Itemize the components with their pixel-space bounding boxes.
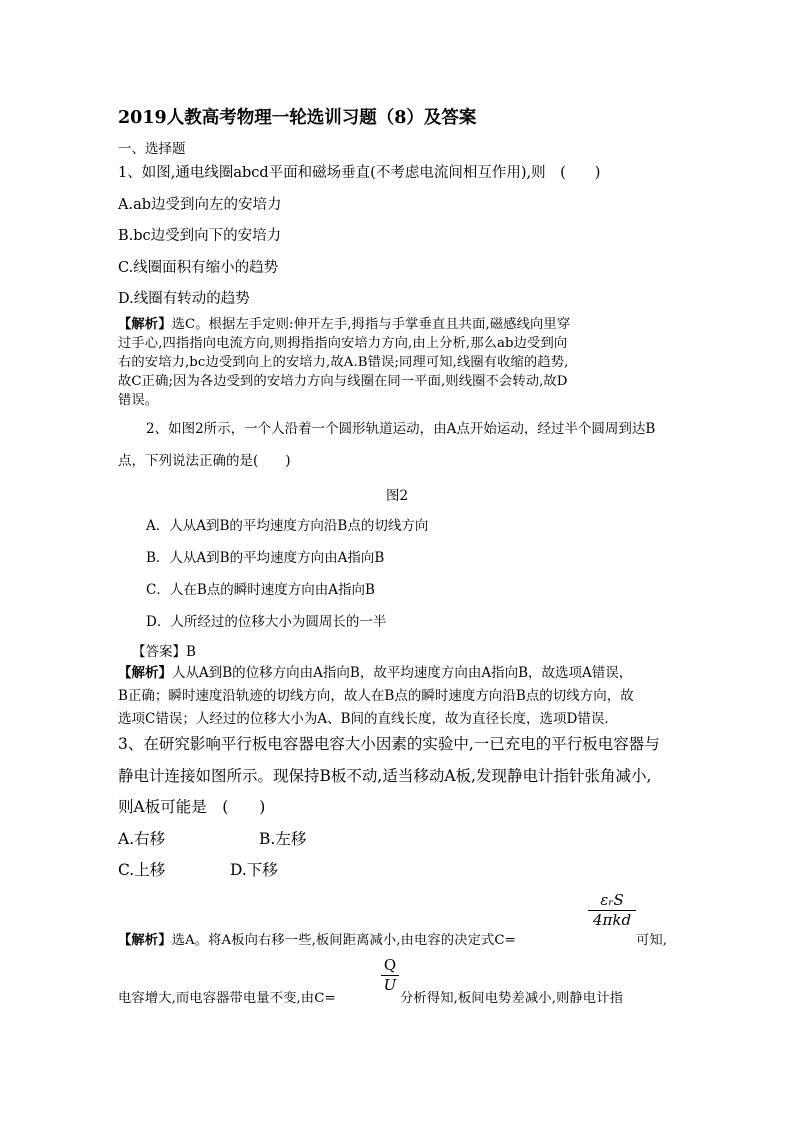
q3-analysis-line-1: 【解析】选A。将A板向右移一些,板间距离减小,由电容的决定式C= — [118, 933, 516, 948]
q2-stem-line-1: 2、如图2所示，一个人沿着一个圆形轨道运动，由A点开始运动，经过半个圆周到达B — [146, 421, 656, 437]
q3-stem-line-2: 静电计连接如图所示。现保持B板不动,适当移动A板,发现静电计指针张角减小, — [118, 767, 652, 785]
q3-stem-line-3: 则A板可能是 ( ) — [118, 798, 266, 816]
section-heading: 一、选择题 — [118, 141, 186, 157]
q3-stem-line-1: 3、在研究影响平行板电容器电容大小因素的实验中,一已充电的平行板电容器与 — [118, 735, 660, 753]
q1-option-b: B.bc边受到向下的安培力 — [118, 228, 282, 244]
charge-formula — [381, 958, 399, 993]
q3-analysis-line-1-end: 可知, — [636, 933, 668, 948]
q2-figure-caption: 图2 — [386, 488, 409, 504]
q2-option-a: A．人从A到B的平均速度方向沿B点的切线方向 — [146, 518, 429, 534]
q1-stem: 1、如图,通电线圈abcd平面和磁场垂直(不考虑电流间相互作用),则 ( ) — [118, 165, 601, 181]
q2-option-c: C．人在B点的瞬时速度方向由A指向B — [146, 582, 375, 598]
charge-formula-numerator: Q — [383, 956, 397, 974]
q1-analysis-line-4: 故C正确;因为各边受到的安培力方向与线圈在同一平面,则线圈不会转动,故D — [118, 374, 568, 389]
q2-stem-line-2: 点，下列说法正确的是( ) — [118, 453, 291, 469]
q1-option-a: A.ab边受到向左的安培力 — [118, 197, 282, 213]
q3-option-c: C.上移 — [118, 861, 166, 879]
q1-analysis-line-5: 错误。 — [118, 393, 159, 408]
q3-analysis-line-2: 电容增大,而电容器带电量不变,由C= — [118, 991, 336, 1006]
q2-answer: 【答案】B — [132, 644, 196, 660]
q3-analysis-line-2-end: 分析得知,板间电势差减小,则静电计指 — [400, 991, 624, 1006]
q3-option-a: A.右移 — [118, 830, 166, 848]
q1-analysis-line-3: 右的安培力,bc边受到向上的安培力,故A.B错误;同理可知,线圈有收缩的趋势, — [118, 355, 569, 370]
q1-analysis-line-2: 过手心,四指指向电流方向,则拇指指向安培力方向,由上分析,那么ab边受到向 — [118, 336, 568, 351]
q1-option-d: D.线圈有转动的趋势 — [118, 291, 250, 307]
q3-option-b: B.左移 — [259, 830, 307, 848]
q2-option-b: B．人从A到B的平均速度方向由A指向B — [146, 550, 385, 566]
q2-analysis-line-1: 【解析】人从A到B的位移方向由A指向B，故平均速度方向由A指向B，故选项A错误， — [118, 665, 633, 681]
q2-analysis-tag: 【解析】 — [118, 665, 172, 681]
capacitance-formula — [588, 893, 636, 928]
q2-analysis-line-3: 选项C错误；人经过的位移大小为A、B间的直线长度，故为直径长度，选项D错误． — [118, 711, 618, 727]
capacitance-formula-denominator: 4πkd — [592, 911, 632, 929]
document-title: 2019人教高考物理一轮选训习题（8）及答案 — [118, 108, 477, 128]
q2-option-d: D．人所经过的位移大小为圆周长的一半 — [146, 614, 387, 630]
q1-analysis-line-1: 【解析】选C。根据左手定则:伸开左手,拇指与手掌垂直且共面,磁感线向里穿 — [118, 317, 571, 332]
q3-option-d: D.下移 — [230, 861, 278, 879]
q1-analysis-tag: 【解析】 — [118, 317, 172, 332]
q3-analysis-tag: 【解析】 — [118, 933, 172, 948]
capacitance-formula-numerator: εᵣS — [600, 891, 624, 909]
q2-analysis-line-2: B正确；瞬时速度沿轨迹的切线方向，故人在B点的瞬时速度方向沿B点的切线方向，故 — [118, 688, 634, 704]
charge-formula-denominator: U — [383, 976, 397, 994]
q1-option-c: C.线圈面积有缩小的趋势 — [118, 260, 279, 276]
